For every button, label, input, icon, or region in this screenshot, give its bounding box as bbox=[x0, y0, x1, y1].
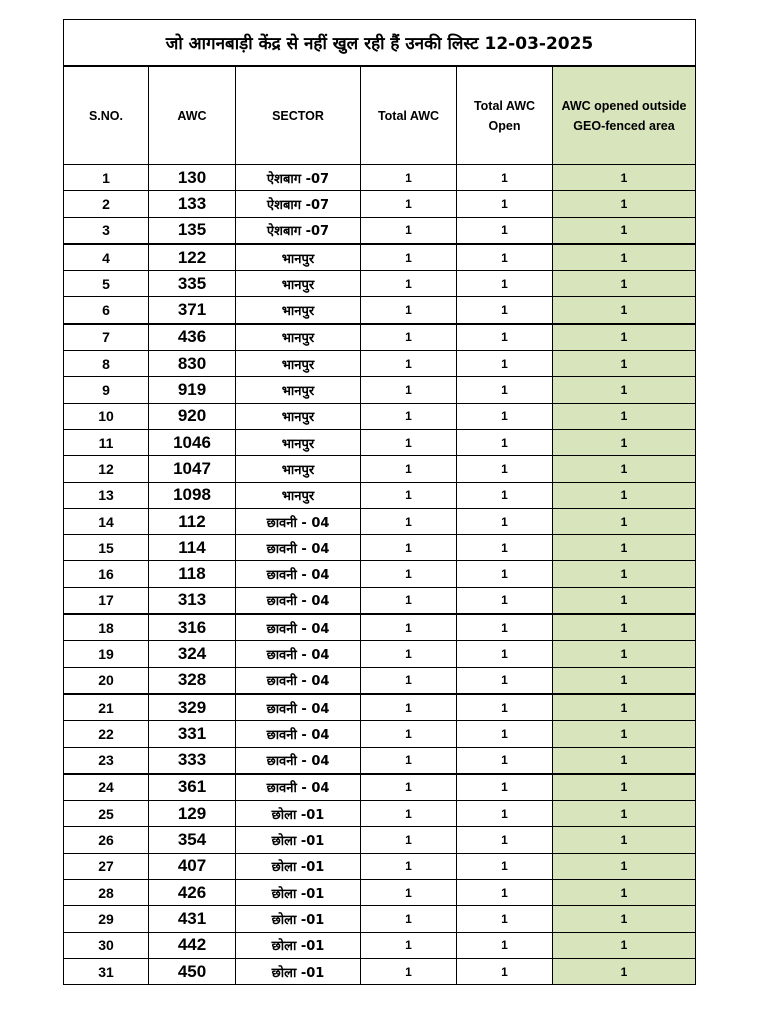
cell-opened-outside: 1 bbox=[553, 217, 696, 244]
cell-sector: भानपुर bbox=[236, 377, 361, 403]
cell-total-awc: 1 bbox=[361, 801, 457, 827]
cell-opened-outside: 1 bbox=[553, 614, 696, 641]
cell-opened-outside: 1 bbox=[553, 667, 696, 694]
cell-awc: 1047 bbox=[149, 456, 236, 482]
awc-table bbox=[63, 19, 696, 985]
cell-sno: 20 bbox=[64, 667, 149, 694]
cell-sector: छोला -01 bbox=[236, 801, 361, 827]
cell-total-awc-open: 1 bbox=[457, 165, 553, 191]
header-total-awc-open: Total AWC Open bbox=[457, 66, 553, 165]
cell-opened-outside: 1 bbox=[553, 535, 696, 561]
cell-total-awc: 1 bbox=[361, 561, 457, 587]
cell-total-awc: 1 bbox=[361, 747, 457, 774]
table-row bbox=[64, 429, 696, 455]
table-row bbox=[64, 721, 696, 747]
cell-sno: 23 bbox=[64, 747, 149, 774]
cell-awc: 920 bbox=[149, 403, 236, 429]
cell-sno: 19 bbox=[64, 641, 149, 667]
table-row bbox=[64, 694, 696, 721]
cell-opened-outside: 1 bbox=[553, 324, 696, 351]
cell-opened-outside: 1 bbox=[553, 853, 696, 879]
cell-total-awc: 1 bbox=[361, 244, 457, 271]
table-row bbox=[64, 932, 696, 958]
cell-sno: 24 bbox=[64, 774, 149, 801]
cell-sector: भानपुर bbox=[236, 403, 361, 429]
cell-total-awc-open: 1 bbox=[457, 641, 553, 667]
cell-awc: 316 bbox=[149, 614, 236, 641]
awc-report-sheet bbox=[63, 19, 695, 985]
cell-awc: 361 bbox=[149, 774, 236, 801]
table-header-row bbox=[64, 66, 696, 165]
cell-opened-outside: 1 bbox=[553, 244, 696, 271]
cell-sno: 26 bbox=[64, 827, 149, 853]
cell-total-awc: 1 bbox=[361, 535, 457, 561]
table-row bbox=[64, 880, 696, 906]
cell-opened-outside: 1 bbox=[553, 641, 696, 667]
cell-sno: 3 bbox=[64, 217, 149, 244]
cell-awc: 122 bbox=[149, 244, 236, 271]
cell-sector: छावनी - 04 bbox=[236, 561, 361, 587]
cell-total-awc: 1 bbox=[361, 165, 457, 191]
table-row bbox=[64, 827, 696, 853]
cell-total-awc: 1 bbox=[361, 694, 457, 721]
cell-sno: 6 bbox=[64, 297, 149, 324]
cell-opened-outside: 1 bbox=[553, 482, 696, 508]
cell-opened-outside: 1 bbox=[553, 456, 696, 482]
table-row bbox=[64, 535, 696, 561]
cell-sno: 10 bbox=[64, 403, 149, 429]
cell-total-awc: 1 bbox=[361, 721, 457, 747]
cell-sector: ऐशबाग -07 bbox=[236, 217, 361, 244]
cell-sno: 14 bbox=[64, 508, 149, 534]
cell-opened-outside: 1 bbox=[553, 508, 696, 534]
cell-total-awc: 1 bbox=[361, 614, 457, 641]
cell-total-awc-open: 1 bbox=[457, 429, 553, 455]
cell-sector: ऐशबाग -07 bbox=[236, 165, 361, 191]
cell-sno: 31 bbox=[64, 958, 149, 984]
cell-total-awc-open: 1 bbox=[457, 747, 553, 774]
cell-total-awc: 1 bbox=[361, 641, 457, 667]
cell-total-awc: 1 bbox=[361, 191, 457, 217]
cell-total-awc: 1 bbox=[361, 297, 457, 324]
cell-opened-outside: 1 bbox=[553, 747, 696, 774]
table-row bbox=[64, 906, 696, 932]
cell-sector: छोला -01 bbox=[236, 932, 361, 958]
table-row bbox=[64, 667, 696, 694]
table-row bbox=[64, 271, 696, 297]
table-row bbox=[64, 244, 696, 271]
table-row bbox=[64, 587, 696, 614]
cell-awc: 114 bbox=[149, 535, 236, 561]
cell-total-awc-open: 1 bbox=[457, 324, 553, 351]
cell-total-awc-open: 1 bbox=[457, 853, 553, 879]
cell-sno: 2 bbox=[64, 191, 149, 217]
cell-total-awc: 1 bbox=[361, 958, 457, 984]
cell-awc: 130 bbox=[149, 165, 236, 191]
table-row bbox=[64, 958, 696, 984]
cell-sector: भानपुर bbox=[236, 271, 361, 297]
cell-total-awc-open: 1 bbox=[457, 561, 553, 587]
cell-opened-outside: 1 bbox=[553, 880, 696, 906]
cell-awc: 442 bbox=[149, 932, 236, 958]
cell-sector: छावनी - 04 bbox=[236, 721, 361, 747]
cell-awc: 333 bbox=[149, 747, 236, 774]
cell-total-awc: 1 bbox=[361, 217, 457, 244]
cell-total-awc-open: 1 bbox=[457, 244, 553, 271]
table-row bbox=[64, 508, 696, 534]
cell-total-awc: 1 bbox=[361, 880, 457, 906]
cell-awc: 324 bbox=[149, 641, 236, 667]
cell-sector: छोला -01 bbox=[236, 827, 361, 853]
cell-awc: 407 bbox=[149, 853, 236, 879]
table-row bbox=[64, 641, 696, 667]
cell-sector: छावनी - 04 bbox=[236, 694, 361, 721]
cell-opened-outside: 1 bbox=[553, 377, 696, 403]
cell-sno: 18 bbox=[64, 614, 149, 641]
cell-opened-outside: 1 bbox=[553, 561, 696, 587]
cell-opened-outside: 1 bbox=[553, 351, 696, 377]
cell-opened-outside: 1 bbox=[553, 191, 696, 217]
header-awc: AWC bbox=[149, 66, 236, 165]
cell-sector: छोला -01 bbox=[236, 958, 361, 984]
cell-sector: छावनी - 04 bbox=[236, 508, 361, 534]
header-total-awc: Total AWC bbox=[361, 66, 457, 165]
cell-opened-outside: 1 bbox=[553, 165, 696, 191]
cell-sector: छावनी - 04 bbox=[236, 535, 361, 561]
cell-awc: 354 bbox=[149, 827, 236, 853]
cell-awc: 112 bbox=[149, 508, 236, 534]
cell-total-awc-open: 1 bbox=[457, 801, 553, 827]
table-row bbox=[64, 191, 696, 217]
cell-opened-outside: 1 bbox=[553, 932, 696, 958]
table-row bbox=[64, 482, 696, 508]
cell-sno: 27 bbox=[64, 853, 149, 879]
cell-total-awc-open: 1 bbox=[457, 508, 553, 534]
cell-opened-outside: 1 bbox=[553, 801, 696, 827]
cell-total-awc: 1 bbox=[361, 827, 457, 853]
cell-sector: छावनी - 04 bbox=[236, 774, 361, 801]
cell-total-awc-open: 1 bbox=[457, 217, 553, 244]
header-sector: SECTOR bbox=[236, 66, 361, 165]
cell-awc: 426 bbox=[149, 880, 236, 906]
cell-opened-outside: 1 bbox=[553, 587, 696, 614]
cell-total-awc-open: 1 bbox=[457, 535, 553, 561]
cell-opened-outside: 1 bbox=[553, 827, 696, 853]
cell-total-awc-open: 1 bbox=[457, 191, 553, 217]
cell-sector: छावनी - 04 bbox=[236, 614, 361, 641]
cell-total-awc-open: 1 bbox=[457, 667, 553, 694]
cell-sector: छावनी - 04 bbox=[236, 587, 361, 614]
cell-total-awc: 1 bbox=[361, 508, 457, 534]
cell-sno: 12 bbox=[64, 456, 149, 482]
table-row bbox=[64, 165, 696, 191]
cell-awc: 830 bbox=[149, 351, 236, 377]
cell-awc: 1098 bbox=[149, 482, 236, 508]
cell-total-awc: 1 bbox=[361, 456, 457, 482]
cell-sector: ऐशबाग -07 bbox=[236, 191, 361, 217]
cell-total-awc-open: 1 bbox=[457, 827, 553, 853]
cell-opened-outside: 1 bbox=[553, 271, 696, 297]
cell-total-awc: 1 bbox=[361, 482, 457, 508]
cell-total-awc-open: 1 bbox=[457, 774, 553, 801]
cell-sno: 5 bbox=[64, 271, 149, 297]
cell-sector: भानपुर bbox=[236, 297, 361, 324]
cell-total-awc: 1 bbox=[361, 587, 457, 614]
cell-awc: 919 bbox=[149, 377, 236, 403]
cell-sno: 1 bbox=[64, 165, 149, 191]
cell-sector: भानपुर bbox=[236, 429, 361, 455]
cell-awc: 450 bbox=[149, 958, 236, 984]
cell-sno: 21 bbox=[64, 694, 149, 721]
cell-opened-outside: 1 bbox=[553, 297, 696, 324]
table-row bbox=[64, 403, 696, 429]
cell-total-awc-open: 1 bbox=[457, 482, 553, 508]
header-sno: S.NO. bbox=[64, 66, 149, 165]
cell-sno: 22 bbox=[64, 721, 149, 747]
table-row bbox=[64, 774, 696, 801]
header-opened-outside-geofence: AWC opened outside GEO-fenced area bbox=[553, 66, 696, 165]
cell-sector: छोला -01 bbox=[236, 880, 361, 906]
table-row bbox=[64, 377, 696, 403]
cell-sno: 7 bbox=[64, 324, 149, 351]
cell-sector: भानपुर bbox=[236, 324, 361, 351]
cell-opened-outside: 1 bbox=[553, 403, 696, 429]
cell-awc: 135 bbox=[149, 217, 236, 244]
cell-total-awc-open: 1 bbox=[457, 906, 553, 932]
cell-sector: भानपुर bbox=[236, 244, 361, 271]
table-row bbox=[64, 561, 696, 587]
cell-total-awc-open: 1 bbox=[457, 587, 553, 614]
cell-opened-outside: 1 bbox=[553, 721, 696, 747]
table-row bbox=[64, 801, 696, 827]
table-row bbox=[64, 217, 696, 244]
cell-total-awc: 1 bbox=[361, 429, 457, 455]
table-row bbox=[64, 456, 696, 482]
cell-sector: छोला -01 bbox=[236, 853, 361, 879]
cell-total-awc-open: 1 bbox=[457, 614, 553, 641]
cell-awc: 431 bbox=[149, 906, 236, 932]
cell-opened-outside: 1 bbox=[553, 958, 696, 984]
cell-awc: 371 bbox=[149, 297, 236, 324]
cell-sector: छोला -01 bbox=[236, 906, 361, 932]
cell-sno: 16 bbox=[64, 561, 149, 587]
cell-sno: 28 bbox=[64, 880, 149, 906]
table-row bbox=[64, 614, 696, 641]
cell-sector: भानपुर bbox=[236, 482, 361, 508]
cell-awc: 436 bbox=[149, 324, 236, 351]
cell-opened-outside: 1 bbox=[553, 906, 696, 932]
cell-total-awc-open: 1 bbox=[457, 271, 553, 297]
cell-opened-outside: 1 bbox=[553, 694, 696, 721]
cell-awc: 335 bbox=[149, 271, 236, 297]
cell-sector: भानपुर bbox=[236, 456, 361, 482]
cell-awc: 1046 bbox=[149, 429, 236, 455]
cell-sno: 17 bbox=[64, 587, 149, 614]
cell-total-awc-open: 1 bbox=[457, 351, 553, 377]
cell-total-awc-open: 1 bbox=[457, 721, 553, 747]
cell-total-awc-open: 1 bbox=[457, 958, 553, 984]
cell-total-awc: 1 bbox=[361, 351, 457, 377]
cell-total-awc-open: 1 bbox=[457, 456, 553, 482]
cell-sno: 9 bbox=[64, 377, 149, 403]
cell-total-awc: 1 bbox=[361, 774, 457, 801]
table-row bbox=[64, 324, 696, 351]
cell-sno: 25 bbox=[64, 801, 149, 827]
cell-sector: छावनी - 04 bbox=[236, 667, 361, 694]
cell-opened-outside: 1 bbox=[553, 429, 696, 455]
table-row bbox=[64, 747, 696, 774]
cell-sno: 29 bbox=[64, 906, 149, 932]
cell-sector: भानपुर bbox=[236, 351, 361, 377]
cell-total-awc: 1 bbox=[361, 667, 457, 694]
cell-total-awc: 1 bbox=[361, 271, 457, 297]
cell-total-awc: 1 bbox=[361, 324, 457, 351]
cell-sno: 4 bbox=[64, 244, 149, 271]
report-title: जो आगनबाड़ी केंद्र से नहीं खुल रही हैं उनकी लिस्ट 12-03-2025 bbox=[64, 20, 696, 67]
cell-total-awc-open: 1 bbox=[457, 932, 553, 958]
table-row bbox=[64, 351, 696, 377]
cell-opened-outside: 1 bbox=[553, 774, 696, 801]
cell-total-awc-open: 1 bbox=[457, 403, 553, 429]
cell-total-awc: 1 bbox=[361, 932, 457, 958]
cell-total-awc-open: 1 bbox=[457, 694, 553, 721]
cell-total-awc: 1 bbox=[361, 853, 457, 879]
cell-awc: 329 bbox=[149, 694, 236, 721]
cell-awc: 313 bbox=[149, 587, 236, 614]
cell-sno: 13 bbox=[64, 482, 149, 508]
table-body bbox=[64, 165, 696, 985]
table-row bbox=[64, 297, 696, 324]
cell-total-awc-open: 1 bbox=[457, 377, 553, 403]
cell-awc: 129 bbox=[149, 801, 236, 827]
cell-awc: 331 bbox=[149, 721, 236, 747]
cell-sno: 11 bbox=[64, 429, 149, 455]
cell-awc: 118 bbox=[149, 561, 236, 587]
cell-sno: 8 bbox=[64, 351, 149, 377]
cell-total-awc: 1 bbox=[361, 377, 457, 403]
cell-sector: छावनी - 04 bbox=[236, 641, 361, 667]
cell-sno: 30 bbox=[64, 932, 149, 958]
cell-sector: छावनी - 04 bbox=[236, 747, 361, 774]
cell-total-awc-open: 1 bbox=[457, 297, 553, 324]
cell-total-awc: 1 bbox=[361, 403, 457, 429]
cell-awc: 133 bbox=[149, 191, 236, 217]
cell-awc: 328 bbox=[149, 667, 236, 694]
cell-total-awc-open: 1 bbox=[457, 880, 553, 906]
cell-sno: 15 bbox=[64, 535, 149, 561]
cell-total-awc: 1 bbox=[361, 906, 457, 932]
table-row bbox=[64, 853, 696, 879]
